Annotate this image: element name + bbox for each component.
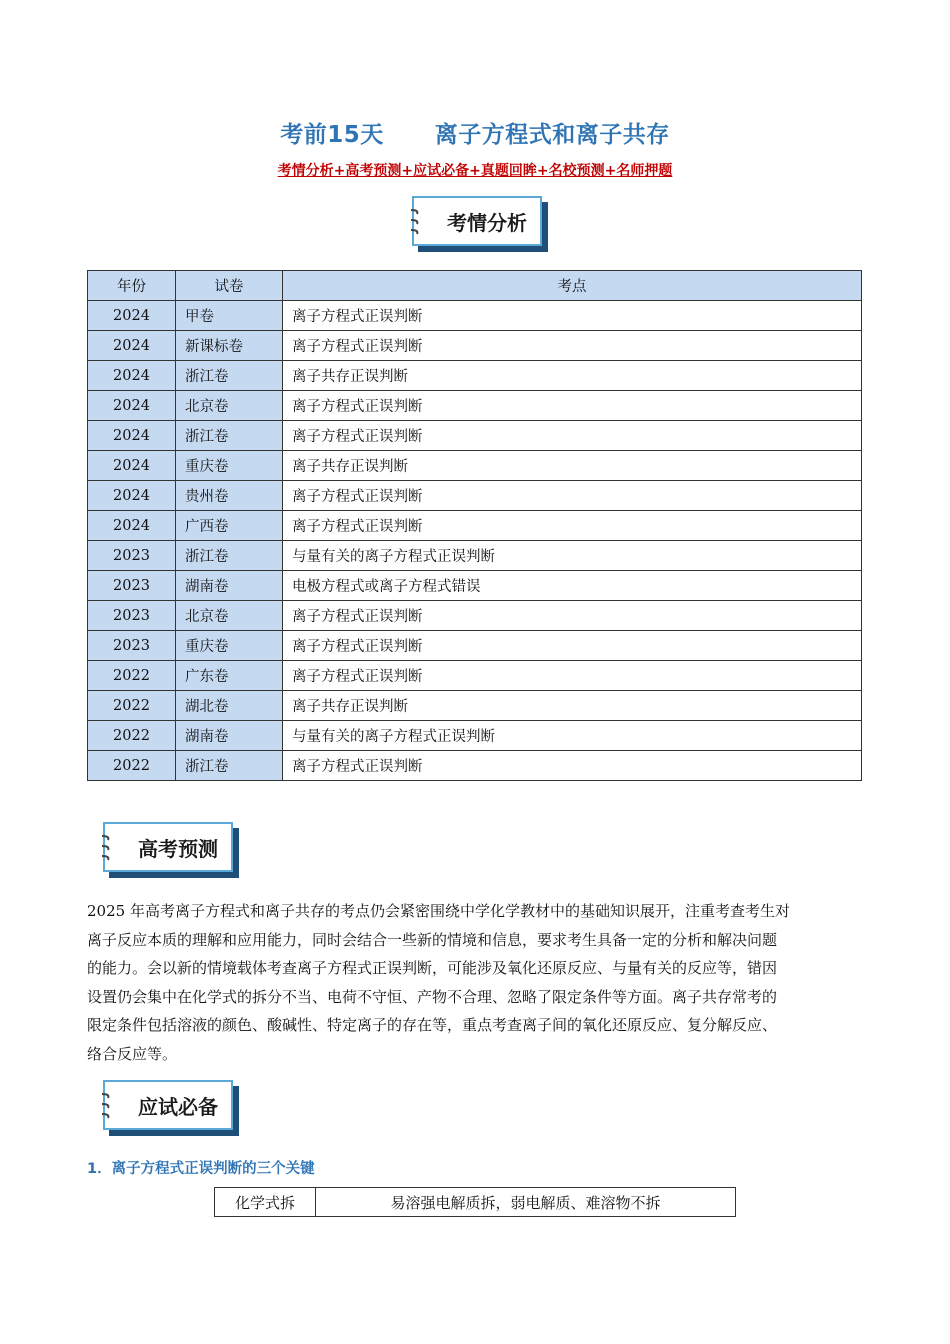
point-cell: 离子方程式正误判断 (283, 601, 862, 631)
year-cell: 2024 (88, 451, 176, 481)
point-cell: 与量有关的离子方程式正误判断 (283, 721, 862, 751)
table-row (88, 331, 862, 361)
point-cell: 离子共存正误判断 (283, 451, 862, 481)
section-badge-forecast (103, 822, 239, 878)
table-row (88, 391, 862, 421)
column-header-paper: 试卷 (176, 271, 283, 301)
year-cell: 2023 (88, 631, 176, 661)
year-cell: 2024 (88, 421, 176, 451)
paper-cell: 甲卷 (176, 301, 283, 331)
table-row (88, 421, 862, 451)
page-subtitle: 考情分析+高考预测+应试必备+真题回眸+名校预测+名师押题 (277, 163, 673, 179)
point-cell: 离子共存正误判断 (283, 691, 862, 721)
paper-cell: 新课标卷 (176, 331, 283, 361)
table-row (88, 451, 862, 481)
year-cell: 2022 (88, 751, 176, 781)
paper-cell: 重庆卷 (176, 631, 283, 661)
paragraph-line: 络合反应等。 (87, 1044, 178, 1063)
point-cell: 离子方程式正误判断 (283, 631, 862, 661)
forecast-paragraph (87, 897, 865, 1069)
section-badge-essentials (103, 1080, 239, 1136)
key-cell: 化学式拆 (215, 1188, 316, 1217)
paragraph-line: 离子反应本质的理解和应用能力，同时会结合一些新的情境和信息，要求考生具备一定的分析和解决问题 (87, 930, 778, 949)
column-header-point: 考点 (283, 271, 862, 301)
section-title-essentials: 应试必备 (138, 1094, 218, 1119)
year-cell: 2024 (88, 301, 176, 331)
point-cell: 离子方程式正误判断 (283, 511, 862, 541)
paper-cell: 贵州卷 (176, 481, 283, 511)
section-title-analysis: 考情分析 (447, 210, 527, 235)
year-cell: 2024 (88, 331, 176, 361)
table-row (88, 511, 862, 541)
year-cell: 2023 (88, 571, 176, 601)
point-cell: 电极方程式或离子方程式错误 (283, 571, 862, 601)
paper-cell: 湖南卷 (176, 571, 283, 601)
year-cell: 2024 (88, 511, 176, 541)
point-cell: 离子方程式正误判断 (283, 751, 862, 781)
year-cell: 2024 (88, 391, 176, 421)
paper-cell: 浙江卷 (176, 361, 283, 391)
year-cell: 2023 (88, 541, 176, 571)
table-row (88, 541, 862, 571)
paragraph-line: 的能力。会以新的情境载体考查离子方程式正误判断，可能涉及氧化还原反应、与量有关的反应等，错因 (87, 959, 778, 978)
paragraph-line: 限定条件包括溶液的颜色、酸碱性、特定离子的存在等，重点考查离子间的氧化还原反应、复分解反应、 (87, 1016, 778, 1035)
table-row (88, 301, 862, 331)
essentials-table (214, 1187, 736, 1217)
table-row (88, 571, 862, 601)
exam-table (87, 270, 862, 781)
year-cell: 2022 (88, 661, 176, 691)
paper-cell: 湖北卷 (176, 691, 283, 721)
paper-cell: 湖南卷 (176, 721, 283, 751)
point-cell: 与量有关的离子方程式正误判断 (283, 541, 862, 571)
year-cell: 2024 (88, 481, 176, 511)
value-cell: 易溶强电解质拆，弱电解质、难溶物不拆 (316, 1188, 736, 1217)
point-cell: 离子方程式正误判断 (283, 391, 862, 421)
table-row (88, 721, 862, 751)
paper-cell: 重庆卷 (176, 451, 283, 481)
column-header-year: 年份 (88, 271, 176, 301)
section-title-forecast: 高考预测 (138, 836, 218, 861)
point-cell: 离子方程式正误判断 (283, 421, 862, 451)
essentials-heading: 1．离子方程式正误判断的三个关键 (87, 1161, 315, 1177)
year-cell: 2022 (88, 691, 176, 721)
paper-cell: 北京卷 (176, 601, 283, 631)
point-cell: 离子共存正误判断 (283, 361, 862, 391)
point-cell: 离子方程式正误判断 (283, 331, 862, 361)
paper-cell: 浙江卷 (176, 751, 283, 781)
paragraph-line: 2025 年高考离子方程式和离子共存的考点仍会紧密围绕中学化学教材中的基础知识展开，注重考查考生对 (87, 902, 790, 920)
year-cell: 2024 (88, 361, 176, 391)
table-row (88, 691, 862, 721)
paper-cell: 浙江卷 (176, 541, 283, 571)
table-row (88, 481, 862, 511)
table-row (88, 601, 862, 631)
year-cell: 2023 (88, 601, 176, 631)
paper-cell: 浙江卷 (176, 421, 283, 451)
point-cell: 离子方程式正误判断 (283, 661, 862, 691)
section-badge-analysis (412, 196, 548, 252)
table-row (215, 1188, 736, 1217)
table-row (88, 361, 862, 391)
paper-cell: 北京卷 (176, 391, 283, 421)
paper-cell: 广东卷 (176, 661, 283, 691)
point-cell: 离子方程式正误判断 (283, 301, 862, 331)
point-cell: 离子方程式正误判断 (283, 481, 862, 511)
table-row (88, 751, 862, 781)
page-title: 考前15天 离子方程式和离子共存 (280, 122, 670, 148)
paper-cell: 广西卷 (176, 511, 283, 541)
year-cell: 2022 (88, 721, 176, 751)
table-row (88, 631, 862, 661)
paragraph-line: 设置仍会集中在化学式的拆分不当、电荷不守恒、产物不合理、忽略了限定条件等方面。离子共存常考的 (87, 987, 778, 1006)
table-header-row (88, 271, 862, 301)
table-row (88, 661, 862, 691)
